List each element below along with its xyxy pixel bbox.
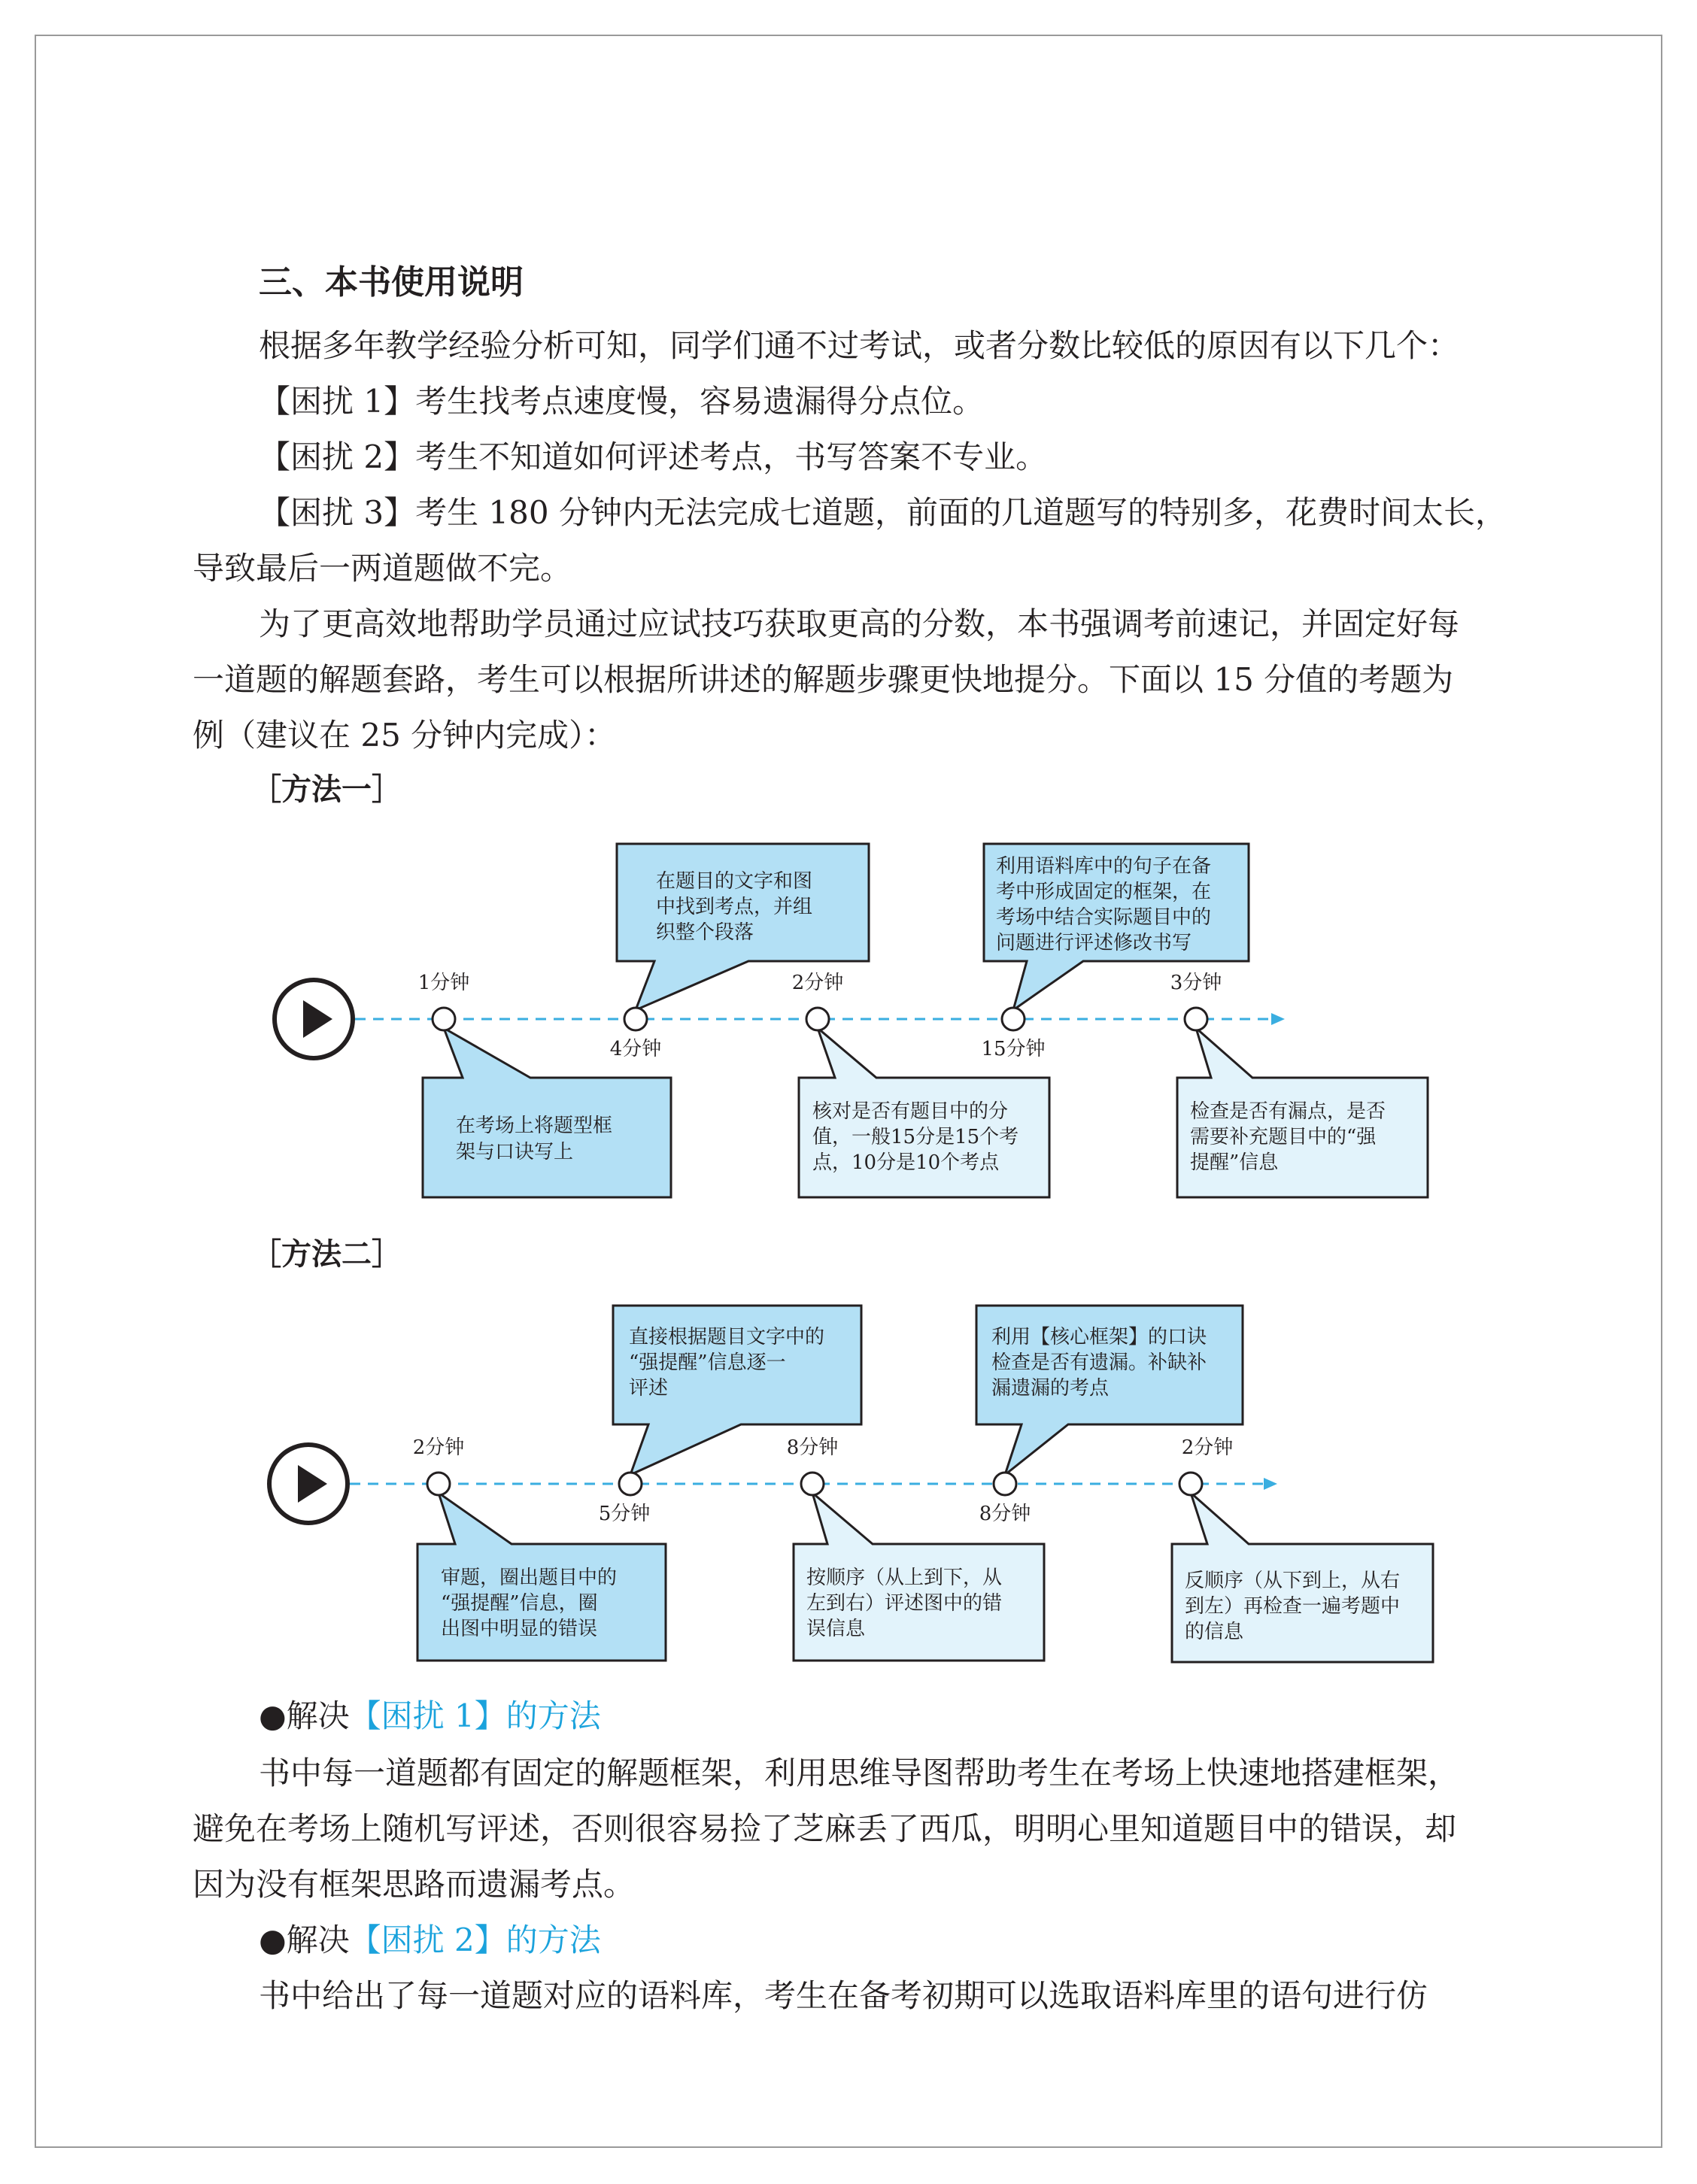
solution2-title: 【困扰 2】的方法 [349,1922,601,1958]
timeline-node [624,1008,647,1030]
method1-step-3 [792,972,1049,1197]
step-time: 2分钟 [791,972,844,994]
step-time: 3分钟 [1170,972,1222,994]
method1-step-5 [1170,972,1428,1197]
method2-timeline [0,1292,1697,1683]
timeline-arrow [1271,1013,1285,1025]
box-line: “强提醒”信息逐一 [629,1351,786,1374]
box-line: 中找到考点，并组 [656,896,813,918]
method2-step-4 [976,1306,1243,1525]
method1-timeline [0,827,1697,1218]
trouble-3-continued: 导致最后一两道题做不完。 [193,550,572,587]
box-line: 提醒”信息 [1190,1151,1279,1174]
purpose-line-3: 例（建议在 25 分钟内完成）： [193,717,617,754]
step-time: 2分钟 [412,1436,465,1459]
bullet: ●解决 [259,1697,350,1734]
method2-step-5 [1172,1436,1433,1662]
box-line: 的信息 [1185,1621,1244,1643]
section-title: 三、本书使用说明 [259,263,524,302]
trouble-3: 【困扰 3】考生 180 分钟内无法完成七道题，前面的几道题写的特别多，花费时间太长， [259,494,1507,531]
solution1-line-2: 避免在考场上随机写评述，否则很容易捡了芝麻丢了西瓜，明明心里知道题目中的错误，却 [193,1810,1457,1847]
box-line: 审题，圈出题目中的 [441,1567,618,1589]
method1-label: ［方法一］ [251,772,402,807]
timeline-node [806,1008,829,1030]
box-line: 点，10分是10个考点 [812,1151,1000,1174]
method1-step-1 [418,972,671,1197]
box-line: 评述 [629,1377,669,1400]
box-line: 核对是否有题目中的分 [812,1100,1009,1123]
box-line: 直接根据题目文字中的 [629,1326,825,1348]
timeline-node [433,1008,455,1030]
purpose-line-2: 一道题的解题套路，考生可以根据所讲述的解题步骤更快地提分。下面以 15 分值的考题为 [193,661,1454,698]
method2-step-1 [413,1436,666,1661]
play-button[interactable] [269,1445,348,1523]
timeline-arrow [1264,1478,1277,1490]
intro-paragraph: 根据多年教学经验分析可知，同学们通不过考试，或者分数比较低的原因有以下几个： [259,327,1460,364]
step-time: 2分钟 [1181,1436,1234,1459]
purpose-line-1: 为了更高效地帮助学员通过应试技巧获取更高的分数，本书强调考前速记，并固定好每 [259,605,1460,642]
method2-step-2 [599,1306,861,1525]
box-line: 按顺序（从上到下，从 [806,1567,1003,1589]
box-line: 问题进行评述修改书写 [996,932,1192,954]
solution2-line-1: 书中给出了每一道题对应的语料库，考生在备考初期可以选取语料库里的语句进行仿 [259,1977,1428,2014]
box-line: 在考场上将题型框 [456,1115,613,1137]
solution1-line-3: 因为没有框架思路而遗漏考点。 [193,1866,636,1903]
solution1-line-1: 书中每一道题都有固定的解题框架，利用思维导图帮助考生在考场上快速地搭建框架， [259,1755,1460,1791]
trouble-1: 【困扰 1】考生找考点速度慢，容易遗漏得分点位。 [259,383,985,420]
step-time: 8分钟 [786,1436,839,1459]
solution1-heading [259,1695,601,1737]
method1-step-4 [981,844,1249,1060]
box-line: 利用【核心框架】的口诀 [991,1326,1207,1348]
box-line: 检查是否有漏点，是否 [1190,1100,1386,1123]
timeline-node [619,1473,642,1495]
box-line: 在题目的文字和图 [656,870,813,893]
bullet: ●解决 [259,1922,350,1958]
timeline-node [427,1473,450,1495]
box-line: 到左）再检查一遍考题中 [1185,1595,1401,1618]
box-line: 误信息 [806,1618,866,1640]
box-line: 漏遗漏的考点 [991,1377,1110,1400]
step-time: 8分钟 [979,1503,1031,1525]
box-line: 左到右）评述图中的错 [806,1592,1003,1615]
step-time: 1分钟 [417,972,470,994]
box-line: 利用语料库中的句子在备 [996,855,1212,878]
box-line: 出图中明显的错误 [441,1618,598,1640]
solution1-title: 【困扰 1】的方法 [349,1697,601,1734]
timeline-node [994,1473,1016,1495]
solution2-heading [259,1919,601,1961]
timeline-node [1179,1473,1202,1495]
timeline-node [1002,1008,1025,1030]
step-time: 5分钟 [598,1503,651,1525]
step-time: 15分钟 [981,1038,1046,1060]
timeline-node [1185,1008,1207,1030]
step-time: 4分钟 [609,1038,662,1060]
box-line: 值，一般15分是15个考 [812,1126,1019,1148]
method2-label: ［方法二］ [251,1237,402,1272]
play-button[interactable] [275,980,353,1058]
box-line: 反顺序（从下到上，从右 [1185,1570,1401,1592]
trouble-2: 【困扰 2】考生不知道如何评述考点，书写答案不专业。 [259,438,1048,475]
box-line: “强提醒”信息，圈 [441,1592,598,1615]
box-line: 织整个段落 [656,921,754,944]
box-line: 需要补充题目中的“强 [1190,1126,1377,1148]
box-line: 架与口诀写上 [456,1141,574,1163]
box-line: 检查是否有遗漏。补缺补 [991,1351,1207,1374]
box-line: 考场中结合实际题目中的 [996,906,1212,929]
box-line: 考中形成固定的框架，在 [996,881,1212,903]
timeline-node [801,1473,824,1495]
method1-step-2 [610,844,869,1060]
